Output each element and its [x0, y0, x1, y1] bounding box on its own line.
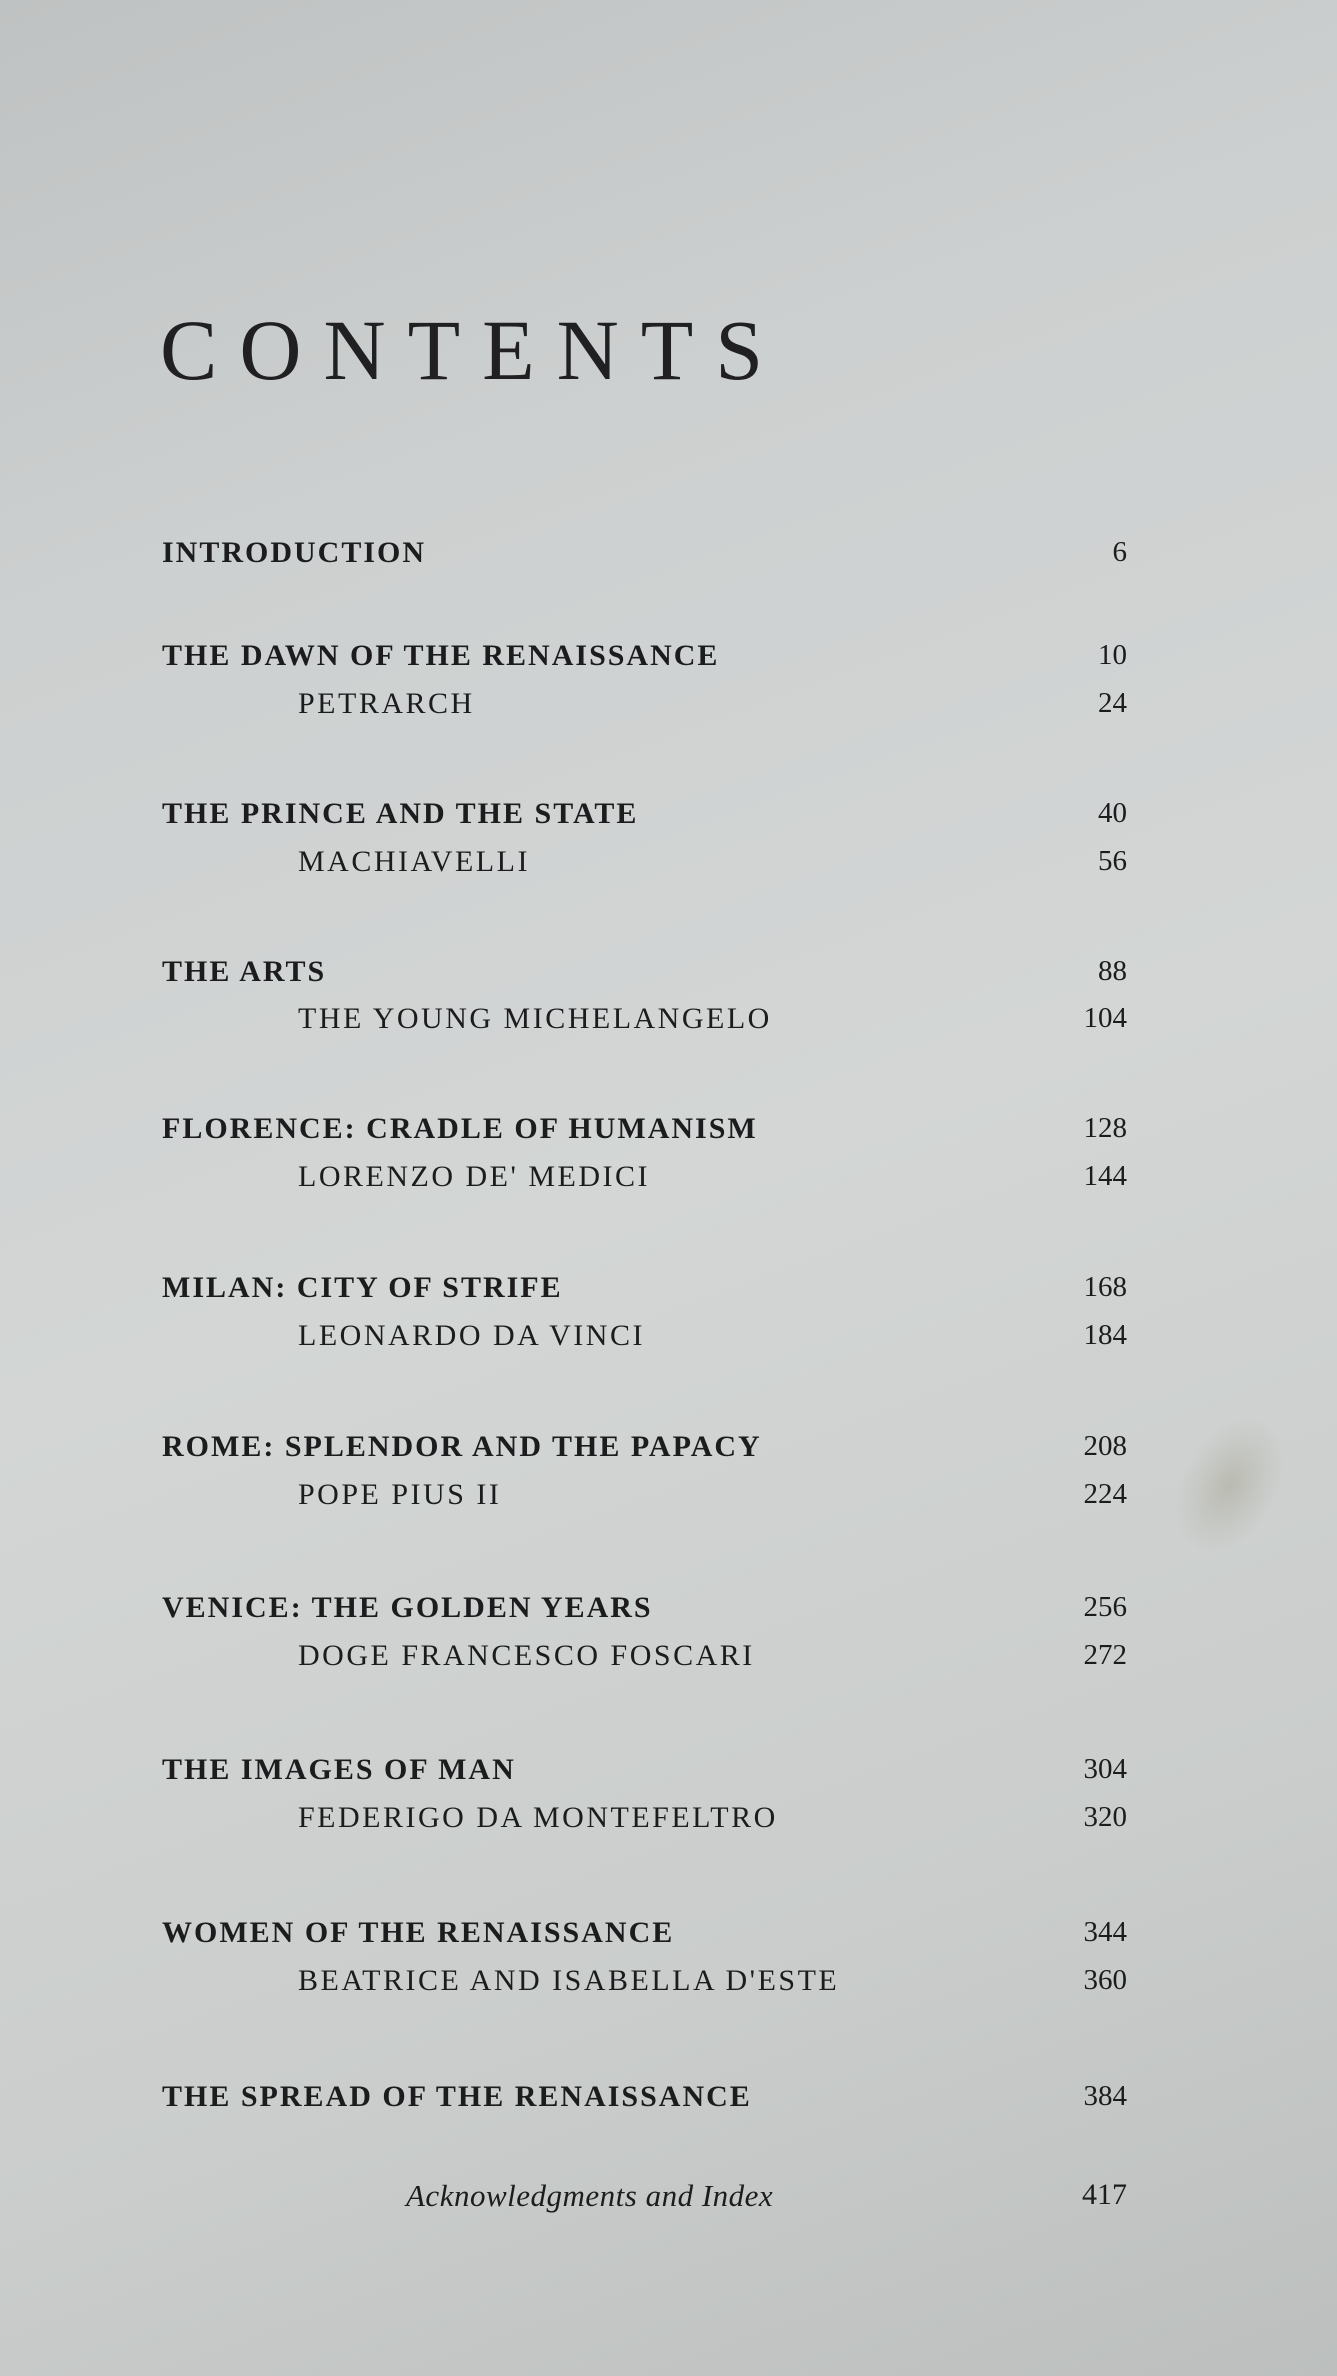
subsection-title: LEONARDO DA VINCI: [298, 1319, 645, 1352]
subsection-title: MACHIAVELLI: [298, 845, 530, 878]
toc-subsection: [0, 1319, 1337, 1369]
toc-chapter: [0, 1753, 1337, 1803]
subsection-title: BEATRICE AND ISABELLA D'ESTE: [298, 1964, 840, 1997]
toc-back-matter: [0, 2178, 1337, 2228]
page-number: 417: [1082, 2178, 1127, 2211]
page-number: 320: [1083, 1801, 1127, 1833]
page-number: 10: [1098, 639, 1127, 671]
toc-subsection: [0, 1160, 1337, 1210]
page-number: 344: [1083, 1916, 1127, 1948]
chapter-title: VENICE: THE GOLDEN YEARS: [162, 1591, 653, 1624]
back-matter-title: Acknowledgments and Index: [406, 2178, 774, 2213]
page-number: 208: [1083, 1430, 1127, 1462]
toc-chapter: [0, 2080, 1337, 2130]
page-number: 24: [1098, 687, 1127, 719]
toc-chapter: [0, 955, 1337, 1005]
page-number: 40: [1098, 797, 1127, 829]
toc-subsection: [0, 845, 1337, 895]
chapter-title: MILAN: CITY OF STRIFE: [162, 1271, 563, 1304]
page-number: 184: [1083, 1319, 1127, 1351]
chapter-title: INTRODUCTION: [162, 536, 427, 569]
toc-subsection: [0, 687, 1337, 737]
page-number: 6: [1112, 536, 1127, 568]
page-number: 256: [1083, 1591, 1127, 1623]
page-number: 272: [1083, 1639, 1127, 1671]
chapter-title: THE SPREAD OF THE RENAISSANCE: [162, 2080, 752, 2113]
page-number: 168: [1083, 1271, 1127, 1303]
subsection-title: THE YOUNG MICHELANGELO: [298, 1002, 772, 1035]
page-number: 384: [1083, 2080, 1127, 2112]
chapter-title: THE ARTS: [162, 955, 327, 988]
toc-subsection: [0, 1478, 1337, 1528]
chapter-title: THE PRINCE AND THE STATE: [162, 797, 639, 830]
page-number: 88: [1098, 955, 1127, 987]
toc-chapter: [0, 1591, 1337, 1641]
subsection-title: POPE PIUS II: [298, 1478, 502, 1511]
page-number: 104: [1083, 1002, 1127, 1034]
chapter-title: ROME: SPLENDOR AND THE PAPACY: [162, 1430, 762, 1463]
toc-chapter: [0, 797, 1337, 847]
subsection-title: LORENZO DE' MEDICI: [298, 1160, 651, 1193]
page-title: CONTENTS: [160, 302, 786, 398]
chapter-title: THE DAWN OF THE RENAISSANCE: [162, 639, 720, 672]
subsection-title: DOGE FRANCESCO FOSCARI: [298, 1639, 755, 1672]
page-number: 144: [1083, 1160, 1127, 1192]
toc-chapter: [0, 1430, 1337, 1480]
toc-chapter: [0, 639, 1337, 689]
page-number: 360: [1083, 1964, 1127, 1996]
page-number: 224: [1083, 1478, 1127, 1510]
toc-chapter: [0, 536, 1337, 586]
chapter-title: THE IMAGES OF MAN: [162, 1753, 516, 1786]
subsection-title: PETRARCH: [298, 687, 475, 720]
toc-subsection: [0, 1801, 1337, 1851]
toc-subsection: [0, 1002, 1337, 1052]
subsection-title: FEDERIGO DA MONTEFELTRO: [298, 1801, 778, 1834]
chapter-title: FLORENCE: CRADLE OF HUMANISM: [162, 1112, 758, 1145]
toc-chapter: [0, 1112, 1337, 1162]
page-number: 304: [1083, 1753, 1127, 1785]
toc-subsection: [0, 1964, 1337, 2014]
page-number: 128: [1083, 1112, 1127, 1144]
page-number: 56: [1098, 845, 1127, 877]
chapter-title: WOMEN OF THE RENAISSANCE: [162, 1916, 675, 1949]
toc-chapter: [0, 1916, 1337, 1966]
toc-chapter: [0, 1271, 1337, 1321]
toc-subsection: [0, 1639, 1337, 1689]
